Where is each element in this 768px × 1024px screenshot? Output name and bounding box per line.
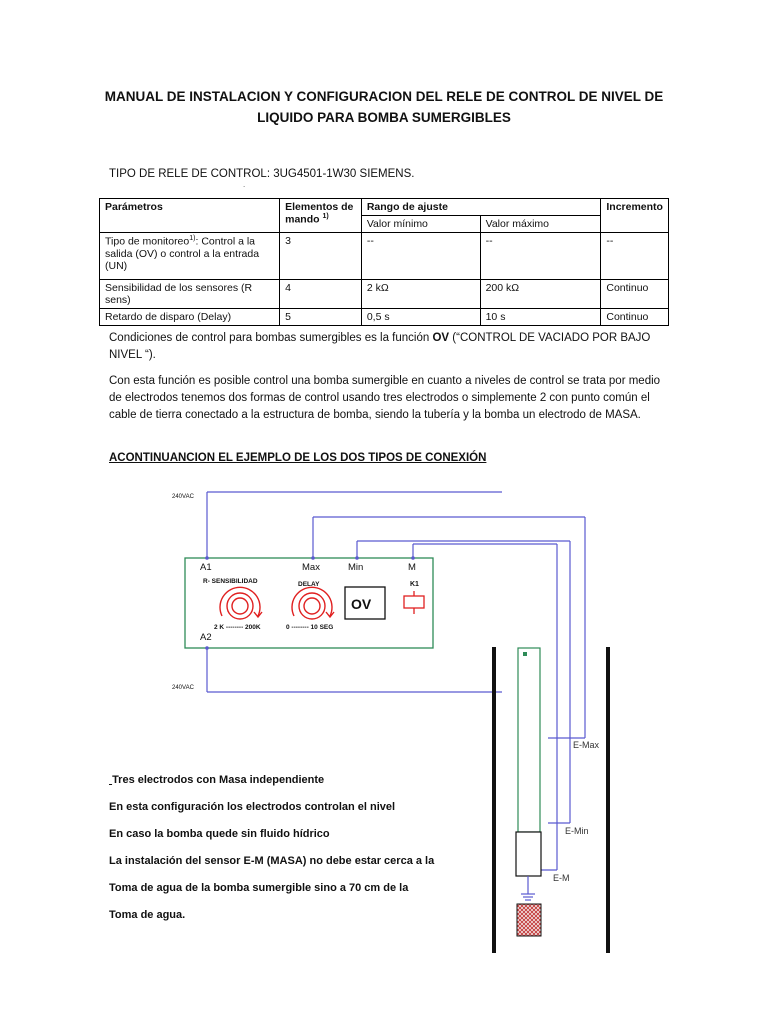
header-param: Parámetros <box>100 199 280 233</box>
m-label: M <box>408 562 416 573</box>
note-4: La instalación del sensor E-M (MASA) no debe estar cerca a la <box>109 855 435 867</box>
stray-dot: . <box>243 180 246 189</box>
e-m-label: E-M <box>553 873 570 883</box>
max-label: Max <box>302 562 320 573</box>
cell-increment: Continuo <box>601 280 669 309</box>
terminal-a2 <box>205 646 209 650</box>
voltage-bottom-label: 240VAC <box>172 685 194 691</box>
pump-strainer <box>517 904 541 936</box>
cell-elements: 3 <box>280 233 362 280</box>
cell-param: Tipo de monitoreo$^{1)}$: Control a la salida (OV) o control a la entrada (UN) <box>100 233 280 280</box>
title-line-2: LIQUIDO PARA BOMBA SUMERGIBLES <box>257 110 511 125</box>
cell-increment: Continuo <box>601 309 669 326</box>
sensitivity-knob-icon <box>220 587 262 619</box>
min-label: Min <box>348 562 364 573</box>
cell-min: 2 kΩ <box>361 280 480 309</box>
header-elements: Elementos de mando $^{1)}$ <box>280 199 362 233</box>
a2-label: A2 <box>200 632 212 643</box>
cell-elements: 5 <box>280 309 362 326</box>
a1-label: A1 <box>200 562 212 573</box>
cell-elements: 4 <box>280 280 362 309</box>
cell-increment: -- <box>601 233 669 280</box>
cell-param: Sensibilidad de los sensores (R sens) <box>100 280 280 309</box>
cell-param: Retardo de disparo (Delay) <box>100 309 280 326</box>
terminal-max <box>311 556 315 560</box>
header-min: Valor mínimo <box>361 216 480 233</box>
terminal-min <box>355 556 359 560</box>
k1-label: K1 <box>410 581 419 588</box>
pipe-marker <box>523 652 527 656</box>
sensitivity-label: R- SENSIBILIDAD <box>203 578 258 585</box>
note-5: Toma de agua de la bomba sumergible sino a 70 cm de la <box>109 882 409 894</box>
cell-min: -- <box>361 233 480 280</box>
note-6: Toma de agua. <box>109 909 186 921</box>
pump-body <box>516 832 541 876</box>
cell-max: 10 s <box>480 309 601 326</box>
terminal-m <box>411 556 415 560</box>
note-1: Tres electrodos con Masa independiente <box>112 774 325 786</box>
sensitivity-range: 2 K -------- 200K <box>214 624 261 631</box>
relay-type: TIPO DE RELE DE CONTROL: 3UG4501-1W30 SIEMENS. <box>109 168 415 180</box>
cell-min: 0,5 s <box>361 309 480 326</box>
header-range: Rango de ajuste <box>361 199 601 216</box>
e-min-label: E-Min <box>565 826 589 836</box>
header-increment: Incremento <box>601 199 669 233</box>
delay-range: 0 -------- 10 SEG <box>286 624 334 631</box>
title-line-1: MANUAL DE INSTALACION Y CONFIGURACION DEL RELE DE CONTROL DE NIVEL DE <box>104 89 664 104</box>
voltage-top-label: 240VAC <box>172 494 194 500</box>
header-max: Valor máximo <box>480 216 601 233</box>
note-2: En esta configuración los electrodos controlan el nivel <box>109 801 396 813</box>
paragraph-electrodes: Con esta función es posible control una bomba sumergible en cuanto a niveles de control se trata por medio de electrodos tenemos dos formas de control usando tres electrodos o simplemente 2 con punto común el cable de tierra conectado a la estructura de bomba, siendo la tubería y la bomba un electrodo de MASA. <box>109 375 661 421</box>
delay-knob-icon <box>292 587 334 619</box>
ov-label: OV <box>351 596 372 612</box>
cell-max: 200 kΩ <box>480 280 601 309</box>
e-max-label: E-Max <box>573 740 600 750</box>
paragraph-ov-condition: Condiciones de control para bombas sumergibles es la función OV (“CONTROL DE VACIADO POR BAJO NIVEL “). <box>109 332 651 361</box>
ground-icon <box>521 876 535 900</box>
section-heading: ACONTINUANCION EL EJEMPLO DE LOS DOS TIPOS DE CONEXIÓN <box>109 452 487 464</box>
cell-max: -- <box>480 233 601 280</box>
relay-coil-icon <box>404 591 424 614</box>
terminal-a1 <box>205 556 209 560</box>
pump-pipe <box>518 648 540 832</box>
note-3: En caso la bomba quede sin fluido hídrico <box>109 828 330 840</box>
delay-label: DELAY <box>298 581 320 588</box>
